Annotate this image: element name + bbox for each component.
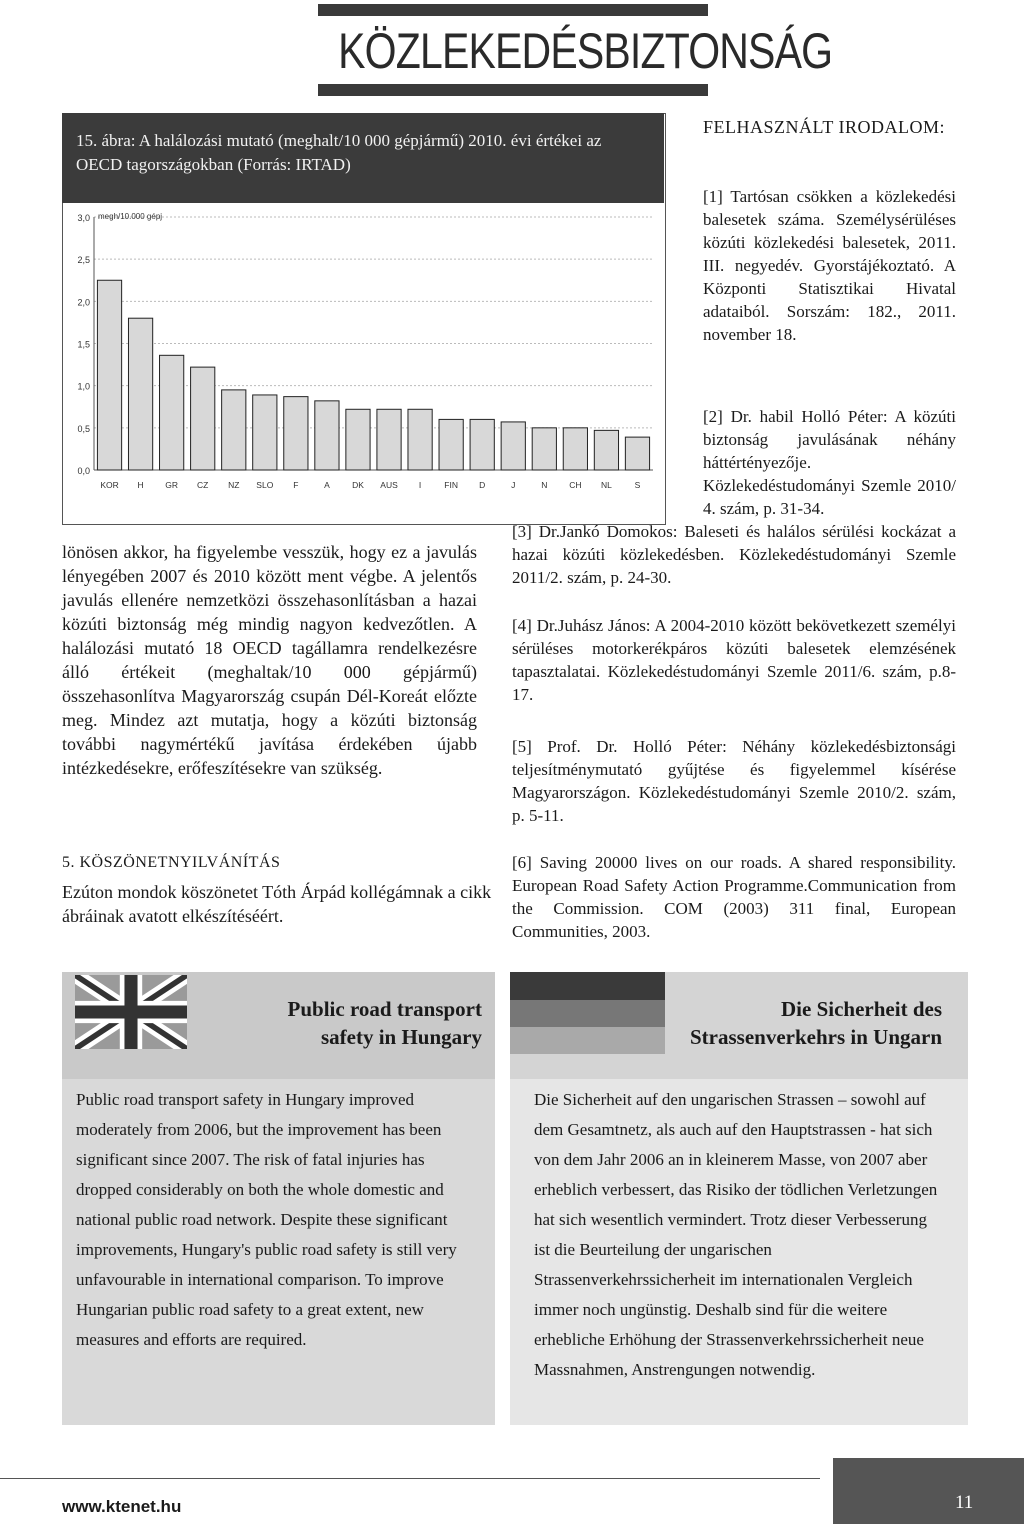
bar-nl <box>594 430 618 470</box>
reference-item: [1] Tartósan csökken a közlekedési balesetek száma. Személysérüléses közúti közlekedési balesetek, 2011. III. negyedév. Gyorstájékoztató. A Központi Statisztikai Hivatal adataiból. Sorszám: 182., 2011. november 18. <box>703 187 956 344</box>
bar-slo <box>253 395 277 470</box>
bar-aus <box>377 409 401 470</box>
reference-item: [2] Dr. habil Holló Péter: A közúti biztonság javulásának néhány háttértényezője. Közlekedéstudományi Szemle 2010/ 4. szám, p. 31-34. <box>703 407 956 518</box>
bar-nz <box>222 390 246 470</box>
reference-item: [3] Dr.Jankó Domokos: Baleseti és halálos sérülési kockázat a hazai közúti közlekedésben. Közlekedéstudományi Szemle 2011/2. szám, p. 24-30. <box>512 522 956 587</box>
german-title-line: Die Sicherheit des <box>781 997 942 1021</box>
bar-gr <box>160 355 184 470</box>
section-title: 5. KÖSZÖNETNYILVÁNÍTÁS <box>62 854 281 871</box>
header-top-bar <box>318 4 708 16</box>
bar-d <box>470 419 494 470</box>
bar-chart <box>63 204 663 496</box>
x-tick-label: SLO <box>256 480 274 490</box>
reference-item: [5] Prof. Dr. Holló Péter: Néhány közlekedésbiztonsági teljesítménymutató gyűjtése és figyelemmel kísérése Magyarországon. Közlekedéstudományi Szemle 2010/2. szám, p. 5-11. <box>512 737 956 825</box>
page-number-block <box>833 1458 1024 1524</box>
reference-item: [6] Saving 20000 lives on our roads. A shared responsibility. European Road Safety Action Programme.Communication from the Commission. COM (2003) 311 final, European Communities, 2003. <box>512 853 956 941</box>
german-summary-title <box>690 995 942 1051</box>
x-tick-label: AUS <box>380 480 398 490</box>
page-number: 11 <box>955 1492 974 1513</box>
x-tick-label: F <box>293 480 299 490</box>
bar-dk <box>346 409 370 470</box>
bar-kor <box>97 280 121 470</box>
x-tick-label: FIN <box>444 480 458 490</box>
y-tick-label: 3,0 <box>77 213 90 223</box>
german-flag-stripe <box>510 1000 665 1027</box>
y-axis-label: megh/10.000 gépj <box>98 212 163 221</box>
figure-caption: 15. ábra: A halálozási mutató (meghalt/10 000 gépjármű) 2010. évi értékei az OECD tagországokban (Forrás: IRTAD) <box>62 113 664 203</box>
x-tick-label: KOR <box>100 480 119 490</box>
bar-h <box>128 318 152 470</box>
x-tick-label: S <box>634 480 641 490</box>
y-tick-label: 1,5 <box>77 339 90 350</box>
bar-j <box>501 422 525 470</box>
german-summary-text: Die Sicherheit auf den ungarischen Strassen – sowohl auf dem Gesamtnetz, als auch auf den Hauptstrassen - hat sich von dem Jahr 2006 an in kleinerem Masse, von 2007 aber erheblich verbessert, das Risiko der tödlichen Verletzungen hat sich wesentlich vermindert. Trotz dieser Verbesserung ist die Beurteilung der ungarischen Strassenverkehrssicherheit im internationalen Vergleich immer noch ungünstig. Deshalb sind für die weitere erhebliche Erhöhung der Strassenverkehrssicherheit neue Massnahmen, Anstrengungen notwendig. <box>510 1079 968 1425</box>
y-tick-label: 0,0 <box>77 466 90 476</box>
x-tick-label: A <box>324 480 330 490</box>
bar-ch <box>563 428 587 470</box>
x-tick-label: I <box>418 480 422 490</box>
y-tick-label: 0,5 <box>77 423 90 434</box>
x-tick-label: J <box>511 480 516 490</box>
x-tick-label: D <box>479 480 486 490</box>
bar-f <box>284 397 308 470</box>
reference-item: [4] Dr.Juhász János: A 2004-2010 között bekövetkezett személyi sérüléses motorkerékpáros közúti balesetek elemzésének tapasztalatai. Közlekedéstudományi Szemle 2011/6. szám, p.8-17. <box>512 616 956 704</box>
english-title-line: safety in Hungary <box>320 1025 482 1049</box>
german-flag-icon <box>510 972 665 1000</box>
footer-url[interactable]: www.ktenet.hu <box>62 1497 182 1516</box>
x-tick-label: CH <box>569 480 582 490</box>
footer-rule <box>0 1478 820 1479</box>
german-title-line: Strassenverkehrs in Ungarn <box>690 1025 943 1049</box>
x-tick-label: NZ <box>228 480 240 490</box>
german-flag-stripe <box>510 1027 665 1054</box>
english-summary-text: Public road transport safety in Hungary improved moderately from 2006, but the improvement has been significant since 2007. The risk of fatal injuries has dropped considerably on both the whole domestic and national public road network. Despite these significant improvements, Hungary's public road safety is still very unfavourable in international comparison. To improve Hungarian public road safety to a great extent, new measures and efforts are required. <box>62 1079 495 1425</box>
x-tick-label: NL <box>600 480 612 490</box>
bar-a <box>315 401 339 470</box>
references-title: FELHASZNÁLT IRODALOM: <box>703 117 946 137</box>
y-tick-label: 2,0 <box>77 297 90 308</box>
x-tick-label: DK <box>352 480 364 490</box>
acknowledgement-text: Ezúton mondok köszönetet Tóth Árpád kollégámnak a cikk ábráinak avatott elkészítéséért. <box>62 882 492 926</box>
header-bottom-bar <box>318 84 708 96</box>
page-title: KÖZLEKEDÉSBIZTONSÁG <box>338 23 833 79</box>
english-summary-title <box>250 995 482 1051</box>
bar-i <box>408 409 432 470</box>
english-title-line: Public road transport <box>287 997 482 1021</box>
bar-n <box>532 428 556 470</box>
x-tick-label: GR <box>165 480 179 490</box>
x-tick-label: CZ <box>197 480 209 490</box>
x-tick-label: N <box>541 480 548 490</box>
bar-cz <box>191 367 215 470</box>
y-tick-label: 2,5 <box>77 255 90 266</box>
bar-s <box>625 437 649 470</box>
y-tick-label: 1,0 <box>77 381 90 392</box>
uk-flag-icon <box>75 975 187 1049</box>
bar-fin <box>439 419 463 470</box>
body-paragraph: lönösen akkor, ha figyelembe vesszük, hogy ez a javulás lényegében 2007 és 2010 között ment végbe. A jelentős javulás ellenére nemzetközi összehasonlításban a hazai közúti biztonság még mindig nagyon kedvezőtlen. A halálozási mutató 18 OECD tagállamra rendelkezésre álló értékeit (meghaltak/10 000 gépjármű) összehasonlítva Magyarország csupán Dél-Koreát előzte meg. Mindez azt mutatja, hogy a közúti biztonság további nagymértékű javítása érdekében újabb intézkedésekre, erőfeszítésekre van szükség. <box>62 542 477 778</box>
x-tick-label: H <box>137 480 144 490</box>
